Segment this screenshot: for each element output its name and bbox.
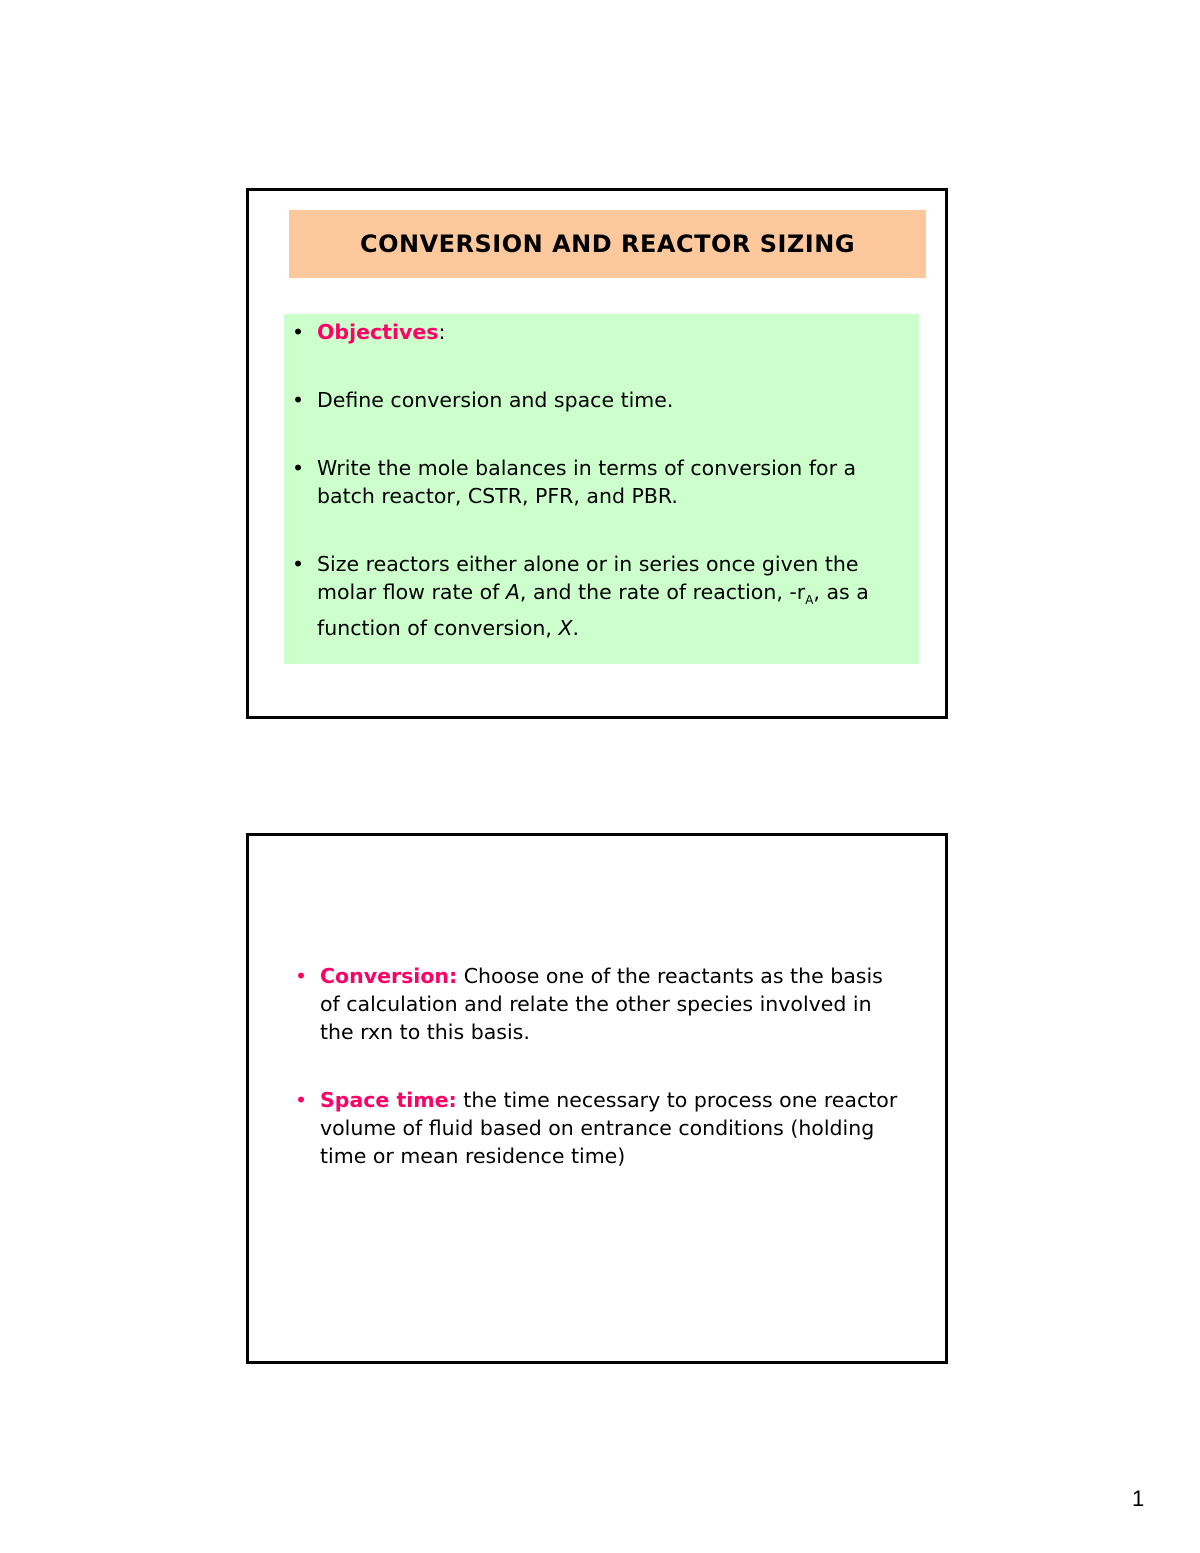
objectives-box [284,314,919,664]
bullet: • [292,320,305,344]
list-item-objectives [284,318,909,346]
objectives-list [284,318,909,682]
slide-1 [246,188,948,719]
list-item [284,550,909,642]
conversion-label: Conversion: [320,964,458,988]
objective-text-part: , and the rate of reaction, -r [519,580,806,604]
space-time-label: Space time: [320,1088,457,1112]
bullet: • [292,388,305,412]
objective-text-end: . [572,616,580,641]
list-item-conversion [287,962,905,1046]
objective-text-part: , as a function of conversion, [317,580,869,641]
conversion-symbol: X [558,616,573,641]
bullet: • [295,1088,308,1112]
objective-text: Write the mole balances in terms of conversion for a batch reactor, CSTR, PFR, and PBR. [317,456,857,508]
slide-title: CONVERSION AND REACTOR SIZING [289,210,926,278]
list-item-space-time [287,1086,905,1170]
slide-2 [246,833,948,1364]
objectives-colon: : [438,320,446,344]
objective-text: Define conversion and space time. [317,388,674,412]
species-a: A [505,580,520,604]
space-time-text: the time necessary to process one reactor volume of fluid based on entrance conditions (holding time or mean residence time) [320,1088,898,1168]
definitions-list [287,962,905,1210]
bullet: • [295,964,308,988]
bullet: • [292,552,305,576]
list-item [284,386,909,414]
objectives-label: Objectives [317,320,439,344]
page-number: 1 [1132,1486,1145,1511]
subscript-a: A [805,593,814,608]
list-item [284,454,909,510]
conversion-text: Choose one of the reactants as the basis of calculation and relate the other species involved in the rxn to this basis. [320,964,883,1044]
bullet: • [292,456,305,480]
objective-text-part: Size reactors either alone or in series once given the molar flow rate of [317,552,859,604]
